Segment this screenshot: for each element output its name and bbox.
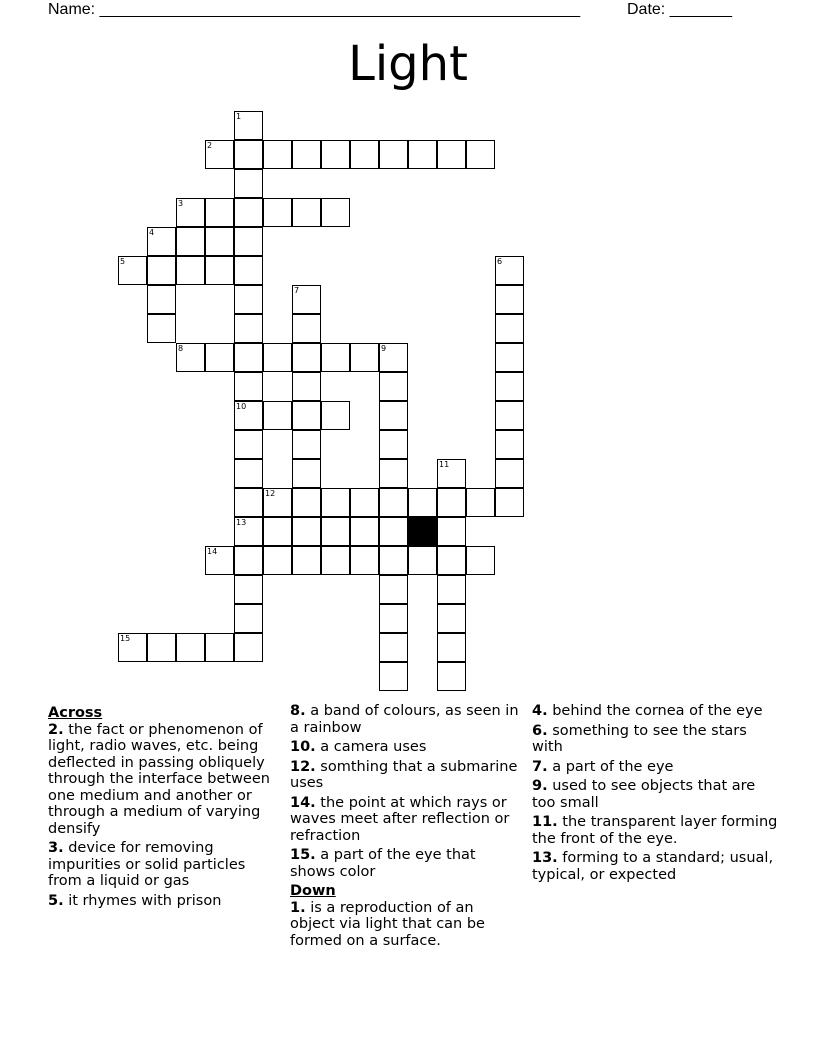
grid-cell[interactable]	[379, 430, 408, 459]
grid-cell[interactable]	[292, 488, 321, 517]
grid-cell[interactable]	[379, 140, 408, 169]
down-heading: Down	[290, 883, 336, 899]
clue-number: 10.	[290, 739, 316, 755]
grid-cell[interactable]	[205, 227, 234, 256]
clue-column-1	[48, 703, 276, 912]
grid-cell[interactable]	[176, 227, 205, 256]
cell-number: 12	[265, 489, 276, 498]
cell-number: 6	[497, 257, 503, 266]
grid-cell[interactable]	[437, 546, 466, 575]
clue-text: device for removing impurities or solid particles from a liquid or gas	[48, 840, 246, 889]
grid-cell[interactable]	[118, 256, 147, 285]
grid-cell[interactable]	[234, 285, 263, 314]
cell-number: 10	[236, 402, 247, 411]
grid-cell[interactable]	[147, 227, 176, 256]
clue-number: 5.	[48, 892, 64, 909]
black-cell	[408, 517, 437, 546]
grid-cell[interactable]	[408, 140, 437, 169]
clue-across-2	[48, 722, 276, 838]
cell-number: 4	[149, 228, 155, 237]
clue-number: 9.	[532, 778, 548, 794]
clue-column-2	[290, 703, 520, 952]
grid-cell[interactable]	[205, 256, 234, 285]
grid-cell[interactable]	[292, 285, 321, 314]
grid-cell[interactable]	[466, 546, 495, 575]
grid-cell[interactable]	[321, 343, 350, 372]
grid-cell[interactable]	[263, 198, 292, 227]
clue-down-4	[532, 703, 778, 720]
grid-cell[interactable]	[263, 140, 292, 169]
cell-number: 15	[120, 634, 131, 643]
grid-cell[interactable]	[176, 633, 205, 662]
clue-number: 2.	[48, 721, 64, 738]
grid-cell[interactable]	[234, 459, 263, 488]
clue-text: it rhymes with prison	[68, 892, 222, 909]
grid-cell[interactable]	[292, 517, 321, 546]
clue-text: something to see the stars with	[532, 722, 747, 755]
clue-across-10	[290, 739, 520, 756]
grid-cell[interactable]	[234, 488, 263, 517]
cell-number: 5	[120, 257, 126, 266]
grid-cell[interactable]	[147, 633, 176, 662]
grid-cell[interactable]	[437, 575, 466, 604]
clue-number: 14.	[290, 794, 316, 811]
grid-cell[interactable]	[292, 314, 321, 343]
grid-cell[interactable]	[234, 111, 263, 140]
grid-cell[interactable]	[234, 517, 263, 546]
grid-cell[interactable]	[495, 285, 524, 314]
clue-number: 15.	[290, 847, 316, 863]
clue-number: 8.	[290, 703, 306, 719]
grid-cell[interactable]	[495, 314, 524, 343]
grid-cell[interactable]	[234, 604, 263, 633]
grid-cell[interactable]	[176, 343, 205, 372]
clue-text: a part of the eye that shows color	[290, 847, 476, 880]
grid-cell[interactable]	[147, 314, 176, 343]
grid-cell[interactable]	[321, 140, 350, 169]
grid-cell[interactable]	[292, 401, 321, 430]
grid-cell[interactable]	[379, 604, 408, 633]
clue-text: a band of colours, as seen in a rainbow	[290, 703, 519, 736]
clue-number: 6.	[532, 722, 548, 739]
clue-number: 12.	[290, 758, 316, 775]
grid-cell[interactable]	[495, 430, 524, 459]
grid-cell[interactable]	[234, 430, 263, 459]
grid-cell[interactable]	[350, 517, 379, 546]
grid-cell[interactable]	[205, 140, 234, 169]
grid-cell[interactable]	[234, 256, 263, 285]
clue-across-12	[290, 759, 520, 792]
grid-cell[interactable]	[350, 488, 379, 517]
page-title: Light	[348, 36, 468, 92]
grid-cell[interactable]	[321, 198, 350, 227]
grid-cell[interactable]	[350, 546, 379, 575]
cell-number: 9	[381, 344, 387, 353]
grid-cell[interactable]	[495, 401, 524, 430]
grid-cell[interactable]	[292, 430, 321, 459]
grid-cell[interactable]	[495, 488, 524, 517]
cell-number: 7	[294, 286, 300, 295]
grid-cell[interactable]	[379, 401, 408, 430]
clue-text: is a reproduction of an object via light that can be formed on a surface.	[290, 899, 485, 949]
grid-cell[interactable]	[234, 140, 263, 169]
grid-cell[interactable]	[234, 575, 263, 604]
clue-text: the fact or phenomenon of light, radio waves, etc. being deflected in passing obliquely through the interface between one medium and another or through a medium of varying densify	[48, 721, 270, 837]
grid-cell[interactable]	[379, 575, 408, 604]
clue-column-3	[532, 703, 778, 886]
grid-cell[interactable]	[321, 546, 350, 575]
grid-cell[interactable]	[234, 314, 263, 343]
clue-across-5	[48, 893, 276, 910]
grid-cell[interactable]	[147, 285, 176, 314]
grid-cell[interactable]	[350, 343, 379, 372]
cell-number: 3	[178, 199, 184, 208]
grid-cell[interactable]	[379, 517, 408, 546]
grid-cell[interactable]	[321, 488, 350, 517]
clue-number: 11.	[532, 814, 558, 830]
clue-across-8	[290, 703, 520, 736]
clue-down-13	[532, 850, 778, 883]
grid-cell[interactable]	[495, 372, 524, 401]
grid-cell[interactable]	[234, 546, 263, 575]
clue-down-7	[532, 759, 778, 776]
grid-cell[interactable]	[495, 343, 524, 372]
grid-cell[interactable]	[292, 140, 321, 169]
clue-number: 13.	[532, 850, 558, 866]
clue-down-1	[290, 900, 520, 950]
grid-cell[interactable]	[118, 633, 147, 662]
grid-cell[interactable]	[437, 459, 466, 488]
grid-cell[interactable]	[379, 662, 408, 691]
grid-cell[interactable]	[379, 633, 408, 662]
clue-down-11	[532, 814, 778, 847]
across-heading: Across	[48, 705, 103, 721]
date-field-label: Date: _______	[627, 1, 732, 18]
cell-number: 2	[207, 141, 213, 150]
grid-cell[interactable]	[408, 546, 437, 575]
grid-cell[interactable]	[263, 343, 292, 372]
clue-number: 3.	[48, 840, 64, 856]
grid-cell[interactable]	[234, 169, 263, 198]
grid-cell[interactable]	[495, 459, 524, 488]
grid-cell[interactable]	[205, 546, 234, 575]
grid-cell[interactable]	[379, 343, 408, 372]
grid-cell[interactable]	[263, 401, 292, 430]
clue-text: used to see objects that are too small	[532, 778, 756, 811]
grid-cell[interactable]	[234, 372, 263, 401]
grid-cell[interactable]	[379, 372, 408, 401]
grid-cell[interactable]	[234, 227, 263, 256]
clue-across-14	[290, 795, 520, 845]
grid-cell[interactable]	[437, 604, 466, 633]
cell-number: 1	[236, 112, 242, 121]
cell-number: 13	[236, 518, 247, 527]
grid-cell[interactable]	[205, 633, 234, 662]
clue-number: 7.	[532, 758, 548, 775]
grid-cell[interactable]	[176, 256, 205, 285]
clue-number: 1.	[290, 899, 306, 916]
grid-cell[interactable]	[321, 517, 350, 546]
grid-cell[interactable]	[437, 633, 466, 662]
grid-cell[interactable]	[176, 198, 205, 227]
grid-cell[interactable]	[379, 546, 408, 575]
clue-down-6	[532, 723, 778, 756]
grid-cell[interactable]	[263, 546, 292, 575]
cell-number: 8	[178, 344, 184, 353]
grid-cell[interactable]	[234, 401, 263, 430]
clue-text: forming to a standard; usual, typical, or expected	[532, 850, 774, 883]
clue-text: a camera uses	[320, 739, 427, 755]
grid-cell[interactable]	[234, 198, 263, 227]
clue-across-3	[48, 840, 276, 890]
grid-cell[interactable]	[292, 198, 321, 227]
grid-cell[interactable]	[292, 459, 321, 488]
clue-across-15	[290, 847, 520, 880]
clue-text: somthing that a submarine uses	[290, 758, 518, 791]
grid-cell[interactable]	[263, 517, 292, 546]
cell-number: 11	[439, 460, 450, 469]
clue-number: 4.	[532, 703, 548, 719]
grid-cell[interactable]	[408, 488, 437, 517]
grid-cell[interactable]	[263, 488, 292, 517]
grid-cell[interactable]	[234, 343, 263, 372]
clue-text: the transparent layer forming the front of the eye.	[532, 814, 778, 847]
grid-cell[interactable]	[379, 488, 408, 517]
clue-text: the point at which rays or waves meet after reflection or refraction	[290, 794, 510, 844]
grid-cell[interactable]	[466, 140, 495, 169]
grid-cell[interactable]	[234, 633, 263, 662]
name-field-label: Name: ______________________________________________________	[48, 1, 581, 18]
grid-cell[interactable]	[495, 256, 524, 285]
grid-cell[interactable]	[437, 488, 466, 517]
grid-cell[interactable]	[205, 198, 234, 227]
grid-cell[interactable]	[379, 459, 408, 488]
grid-cell[interactable]	[350, 140, 379, 169]
grid-cell[interactable]	[292, 343, 321, 372]
grid-cell[interactable]	[292, 372, 321, 401]
grid-cell[interactable]	[437, 517, 466, 546]
grid-cell[interactable]	[437, 140, 466, 169]
cell-number: 14	[207, 547, 218, 556]
grid-cell[interactable]	[321, 401, 350, 430]
grid-cell[interactable]	[437, 662, 466, 691]
clue-text: behind the cornea of the eye	[552, 703, 763, 719]
grid-cell[interactable]	[292, 546, 321, 575]
grid-cell[interactable]	[147, 256, 176, 285]
grid-cell[interactable]	[205, 343, 234, 372]
grid-cell[interactable]	[466, 488, 495, 517]
clue-text: a part of the eye	[552, 758, 674, 775]
clue-down-9	[532, 778, 778, 811]
